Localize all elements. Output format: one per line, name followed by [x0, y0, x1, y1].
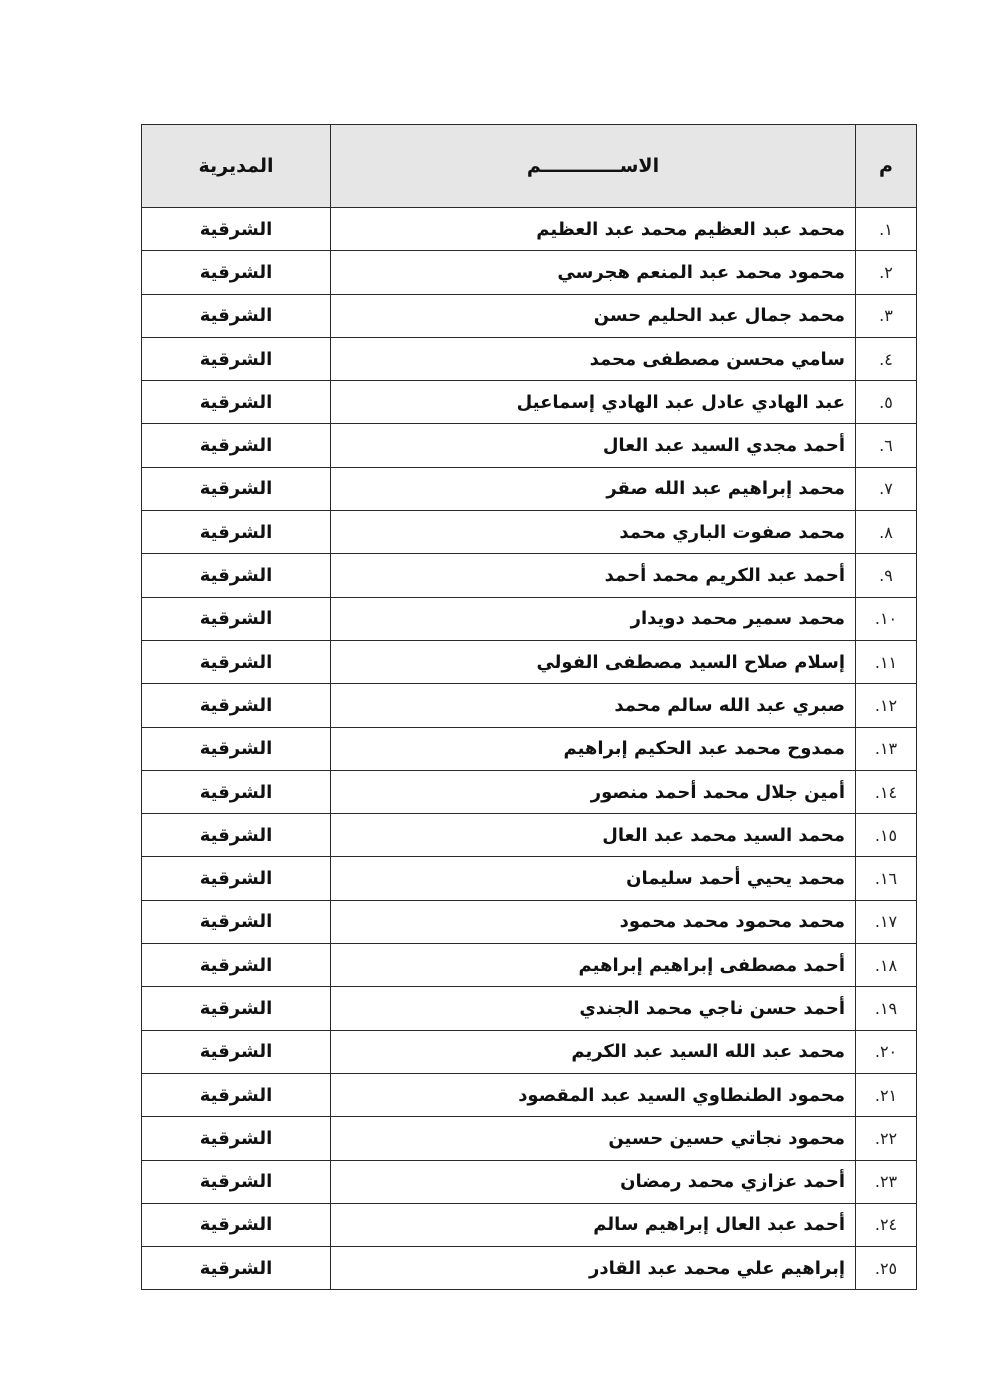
table-row	[142, 251, 917, 294]
table-row	[142, 1030, 917, 1073]
row-number: ٤.	[856, 337, 917, 380]
row-directorate: الشرقية	[142, 251, 331, 294]
row-number: ٢١.	[856, 1073, 917, 1116]
row-name: محمد صفوت الباري محمد	[331, 511, 856, 554]
row-directorate: الشرقية	[142, 814, 331, 857]
row-name: محمود محمد عبد المنعم هجرسي	[331, 251, 856, 294]
row-number: ٩.	[856, 554, 917, 597]
row-name: محمد يحيي أحمد سليمان	[331, 857, 856, 900]
row-name: محمد السيد محمد عبد العال	[331, 814, 856, 857]
row-name: محمود الطنطاوي السيد عبد المقصود	[331, 1073, 856, 1116]
row-directorate: الشرقية	[142, 684, 331, 727]
row-directorate: الشرقية	[142, 727, 331, 770]
row-directorate: الشرقية	[142, 337, 331, 380]
table-row	[142, 987, 917, 1030]
row-name: محمد عبد العظيم محمد عبد العظيم	[331, 208, 856, 251]
table-row	[142, 900, 917, 943]
table-row	[142, 770, 917, 813]
row-name: أحمد مجدي السيد عبد العال	[331, 424, 856, 467]
table-row	[142, 814, 917, 857]
table-row	[142, 857, 917, 900]
table-row	[142, 727, 917, 770]
table-row	[142, 381, 917, 424]
table-row	[142, 554, 917, 597]
row-directorate: الشرقية	[142, 987, 331, 1030]
row-name: محمد محمود محمد محمود	[331, 900, 856, 943]
row-directorate: الشرقية	[142, 424, 331, 467]
table-row	[142, 1160, 917, 1203]
table-body	[142, 208, 917, 1290]
row-name: إسلام صلاح السيد مصطفى الفولي	[331, 640, 856, 683]
row-number: ١١.	[856, 640, 917, 683]
row-number: ٢.	[856, 251, 917, 294]
table-row	[142, 1073, 917, 1116]
row-name: محمود نجاتي حسين حسين	[331, 1117, 856, 1160]
row-directorate: الشرقية	[142, 467, 331, 510]
row-number: ١٥.	[856, 814, 917, 857]
row-name: عبد الهادي عادل عبد الهادي إسماعيل	[331, 381, 856, 424]
row-directorate: الشرقية	[142, 208, 331, 251]
row-number: ١٧.	[856, 900, 917, 943]
row-directorate: الشرقية	[142, 1203, 331, 1246]
row-name: أحمد عبد الكريم محمد أحمد	[331, 554, 856, 597]
row-directorate: الشرقية	[142, 1030, 331, 1073]
table-row	[142, 1247, 917, 1290]
row-number: ١٩.	[856, 987, 917, 1030]
row-name: صبري عبد الله سالم محمد	[331, 684, 856, 727]
row-directorate: الشرقية	[142, 511, 331, 554]
table-row	[142, 1117, 917, 1160]
row-directorate: الشرقية	[142, 1247, 331, 1290]
row-name: سامي محسن مصطفى محمد	[331, 337, 856, 380]
row-number: ١٠.	[856, 597, 917, 640]
table-row	[142, 467, 917, 510]
table-row	[142, 640, 917, 683]
row-directorate: الشرقية	[142, 857, 331, 900]
row-name: أحمد مصطفى إبراهيم إبراهيم	[331, 944, 856, 987]
row-number: ١٣.	[856, 727, 917, 770]
table-row	[142, 337, 917, 380]
row-number: ٨.	[856, 511, 917, 554]
row-number: ٢٢.	[856, 1117, 917, 1160]
row-directorate: الشرقية	[142, 1160, 331, 1203]
row-directorate: الشرقية	[142, 944, 331, 987]
table-row	[142, 294, 917, 337]
table-row	[142, 597, 917, 640]
table-row	[142, 208, 917, 251]
row-name: محمد إبراهيم عبد الله صقر	[331, 467, 856, 510]
row-name: أحمد عزازي محمد رمضان	[331, 1160, 856, 1203]
table-row	[142, 1203, 917, 1246]
row-number: ٧.	[856, 467, 917, 510]
row-name: ممدوح محمد عبد الحكيم إبراهيم	[331, 727, 856, 770]
row-directorate: الشرقية	[142, 1117, 331, 1160]
row-name: محمد سمير محمد دويدار	[331, 597, 856, 640]
row-name: أحمد عبد العال إبراهيم سالم	[331, 1203, 856, 1246]
row-number: ٢٥.	[856, 1247, 917, 1290]
row-number: ٦.	[856, 424, 917, 467]
table-header	[142, 125, 917, 208]
row-name: أمين جلال محمد أحمد منصور	[331, 770, 856, 813]
row-number: ١.	[856, 208, 917, 251]
table-row	[142, 511, 917, 554]
row-number: ٢٤.	[856, 1203, 917, 1246]
names-table	[141, 124, 917, 1290]
row-number: ١٢.	[856, 684, 917, 727]
row-name: محمد عبد الله السيد عبد الكريم	[331, 1030, 856, 1073]
row-number: ١٤.	[856, 770, 917, 813]
row-directorate: الشرقية	[142, 900, 331, 943]
row-directorate: الشرقية	[142, 554, 331, 597]
row-directorate: الشرقية	[142, 294, 331, 337]
table-row	[142, 684, 917, 727]
row-directorate: الشرقية	[142, 381, 331, 424]
row-directorate: الشرقية	[142, 770, 331, 813]
header-name: الاســــــــــــم	[331, 125, 856, 208]
row-number: ٥.	[856, 381, 917, 424]
row-number: ١٨.	[856, 944, 917, 987]
row-number: ١٦.	[856, 857, 917, 900]
row-directorate: الشرقية	[142, 640, 331, 683]
row-name: أحمد حسن ناجي محمد الجندي	[331, 987, 856, 1030]
table-row	[142, 944, 917, 987]
header-directorate: المديرية	[142, 125, 331, 208]
header-row	[142, 125, 917, 208]
row-number: ٢٣.	[856, 1160, 917, 1203]
table-row	[142, 424, 917, 467]
row-name: محمد جمال عبد الحليم حسن	[331, 294, 856, 337]
header-number: م	[856, 125, 917, 208]
row-number: ٢٠.	[856, 1030, 917, 1073]
row-directorate: الشرقية	[142, 597, 331, 640]
row-name: إبراهيم علي محمد عبد القادر	[331, 1247, 856, 1290]
row-directorate: الشرقية	[142, 1073, 331, 1116]
row-number: ٣.	[856, 294, 917, 337]
